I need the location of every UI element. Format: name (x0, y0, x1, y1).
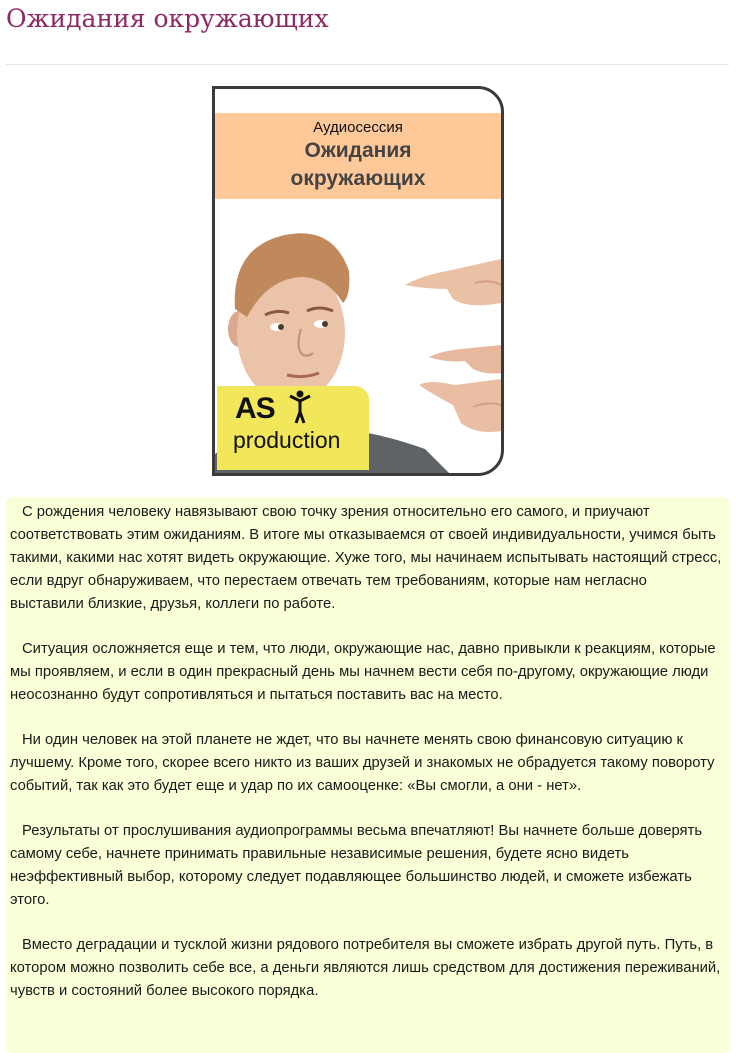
description-paragraph: Результаты от прослушивания аудиопрограммы весьма впечатляют! Вы начнете больше доверять самому себе, начнете принимать правильные независимые решения, будете ясно видеть неэффективный выбор, которому следует подавляющее большинство людей, и сможете избежать этого. (10, 823, 703, 908)
logo-word: production (233, 427, 341, 453)
description-box (6, 497, 729, 1053)
cover-subtitle: Аудиосессия (313, 119, 403, 136)
as-production-logo (217, 386, 369, 470)
description-paragraph: Ни один человек на этой планете не ждет, что вы начнете менять свою финансовую ситуацию к лучшему. Кроме того, скорее всего никто из ваших друзей и знакомых не обрадуется такому повороту событий, так как это будет еще и удар по их самооценке: «Вы смогли, а они - нет». (10, 732, 715, 794)
title-divider (6, 64, 729, 65)
cover-title-line-2: окружающих (290, 167, 426, 190)
logo-mark: AS (235, 392, 275, 425)
logo-figure-icon (289, 390, 311, 424)
description-paragraph: Ситуация осложняется еще и тем, что люди, окружающие нас, давно привыкли к реакциям, которые мы проявляем, и если в один прекрасный день мы начнем вести себя по-другому, окружающие люди неосознанно будут сопротивляться и пытаться поставить вас на место. (10, 641, 716, 703)
page-title: Ожидания окружающих (6, 4, 329, 33)
description-paragraph: Вместо деградации и тусклой жизни рядового потребителя вы сможете избрать другой путь. Путь, в котором можно позволить себе все, а деньги являются лишь средством для достижения переживаний, чувств и состояний более высокого порядка. (10, 937, 721, 999)
cover-title-band (215, 113, 501, 199)
description-paragraph: С рождения человеку навязывают свою точку зрения относительно его самого, и приучают соответствовать этим ожиданиям. В итоге мы отказываемся от своей индивидуальности, учимся быть такими, какими нас хотят видеть окружающие. Хуже того, мы начинаем испытывать настоящий стресс, если вдруг обнаруживаем, что перестаем отвечать тем требованиям, которые нам негласно выставили близкие, друзья, коллеги по работе. (10, 504, 722, 612)
cover-title-line-1: Ожидания (304, 139, 412, 162)
product-cover (212, 86, 504, 476)
